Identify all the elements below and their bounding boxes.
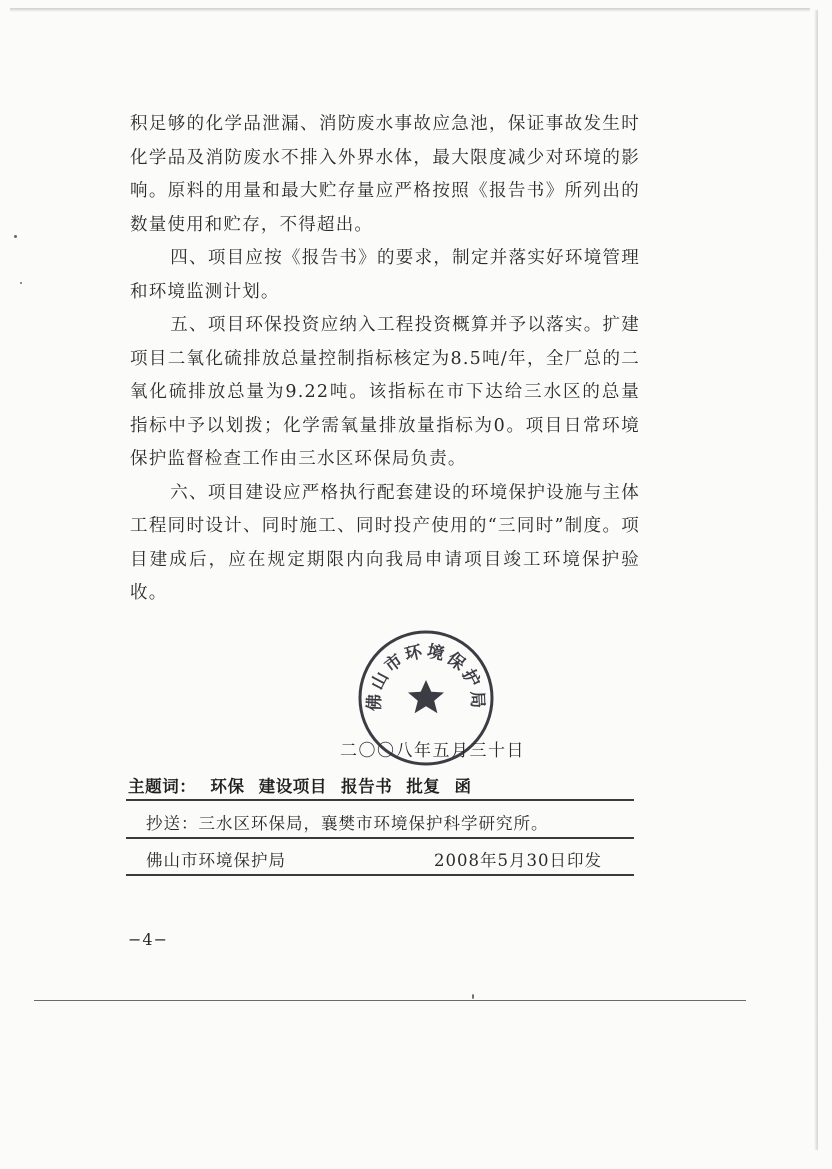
issue-date: 二〇〇八年五月三十日 bbox=[340, 741, 525, 761]
cc-line bbox=[146, 810, 549, 834]
subject-keywords-line bbox=[128, 773, 472, 797]
page-number: −4− bbox=[128, 930, 168, 949]
subject-keyword: 函 bbox=[454, 777, 472, 796]
scan-shadow-top bbox=[10, 8, 810, 12]
paragraph-continuation: 积足够的化学品泄漏、消防废水事故应急池，保证事故发生时化学品及消防废水不排入外界水体，最大限度减少对环境的影响。原料的用量和最大贮存量应严格按照《报告书》所列出的数量使用和贮存，不得超出。 bbox=[130, 114, 640, 235]
scan-speck bbox=[20, 282, 22, 284]
cc-recipients: 三水区环保局，襄樊市环境保护科学研究所。 bbox=[198, 814, 549, 833]
subject-keyword: 建设项目 bbox=[258, 777, 328, 796]
scan-speck bbox=[14, 235, 17, 238]
subject-keyword: 环保 bbox=[210, 777, 245, 796]
cc-label: 抄送： bbox=[146, 814, 199, 833]
paragraph-item-4: 四、项目应按《报告书》的要求，制定并落实好环境管理和环境监测计划。 bbox=[130, 248, 640, 302]
scan-speck bbox=[472, 994, 474, 999]
divider-rule bbox=[126, 799, 634, 801]
document-body bbox=[130, 108, 640, 611]
scan-fold-line bbox=[34, 1000, 746, 1001]
divider-rule bbox=[126, 874, 634, 876]
issuing-organization: 佛山市环境保护局 bbox=[146, 851, 286, 870]
subject-keyword: 批复 bbox=[406, 777, 441, 796]
divider-rule bbox=[126, 837, 634, 839]
subject-keyword: 报告书 bbox=[341, 777, 393, 796]
print-date: 2008年5月30日印发 bbox=[434, 851, 602, 870]
subject-label: 主题词： bbox=[128, 777, 197, 796]
scan-shadow-right bbox=[814, 10, 818, 1150]
paragraph-item-6: 六、项目建设应严格执行配套建设的环境保护设施与主体工程同时设计、同时施工、同时投产使用的“三同时”制度。项目建成后，应在规定期限内向我局申请项目竣工环境保护验收。 bbox=[130, 482, 640, 603]
svg-text:佛山市环境保护局: 佛山市环境保护局 bbox=[364, 641, 488, 712]
paragraph-item-5: 五、项目环保投资应纳入工程投资概算并予以落实。扩建项目二氧化硫排放总量控制指标核定为8.5吨/年，全厂总的二氧化硫排放总量为9.22吨。该指标在市下达给三水区的总量指标中予以划拨；化学需氧量排放量指标为0。项目日常环境保护监督检查工作由三水区环保局负责。 bbox=[130, 315, 640, 469]
